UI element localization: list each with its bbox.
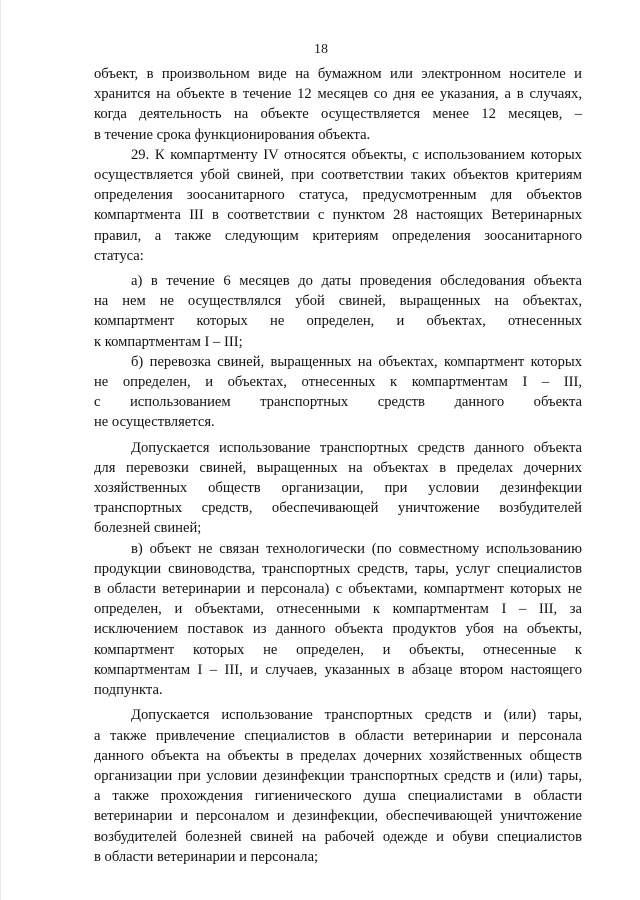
text-line: исключением поставок из данного объекта продуктов убоя на объекты, bbox=[94, 621, 582, 638]
text-line: для перевозки свиней, выращенных на объектах в пределах дочерних bbox=[94, 459, 582, 476]
text-line: в течение срока функционирования объекта. bbox=[94, 126, 371, 143]
text-line: данного объекта на объекты в пределах дочерних хозяйственных обществ bbox=[94, 747, 582, 764]
text-line: ветеринарии и персоналом и дезинфекции, обеспечивающей уничтожение bbox=[94, 808, 582, 825]
text-line: Допускается использование транспортных средств данного объекта bbox=[131, 439, 582, 456]
text-line: не осуществляется. bbox=[94, 414, 215, 431]
text-line: Допускается использование транспортных средств и (или) тары, bbox=[131, 707, 582, 724]
text-line: а) в течение 6 месяцев до даты проведения обследования объекта bbox=[131, 273, 582, 290]
text-line: определен, и объектами, отнесенными к компартментам I – III, за bbox=[94, 601, 582, 618]
text-line: продукции свиноводства, транспортных средств, тары, услуг специалистов bbox=[94, 560, 582, 577]
paragraph-clause-29 bbox=[94, 145, 582, 266]
text-line: хозяйственных обществ организации, при условии дезинфекции bbox=[94, 480, 582, 497]
text-line: подпункта. bbox=[94, 682, 163, 699]
text-line: не определен, и объектах, отнесенных к компартментам I – III, bbox=[94, 374, 582, 391]
text-line: хранится на объекте в течение 12 месяцев со дня ее указания, а в случаях, bbox=[94, 86, 582, 103]
page-number: 18 bbox=[314, 42, 328, 57]
text-line: статуса: bbox=[94, 247, 144, 264]
paragraph-subclause-v bbox=[94, 539, 582, 701]
paragraph-subclause-a bbox=[94, 271, 582, 352]
text-line: на нем не осуществлялся убой свиней, выращенных на объектах, bbox=[94, 293, 582, 310]
text-line: возбудителей болезней свиней на рабочей одежде и обуви специалистов bbox=[94, 828, 582, 845]
paragraph-record-storage bbox=[94, 64, 582, 145]
text-line: 29. К компартменту IV относятся объекты, с использованием которых bbox=[131, 146, 582, 163]
text-line: осуществляется убой свиней, при соответствии таких объектов критериям bbox=[94, 167, 582, 184]
paragraph-transport-exception bbox=[94, 438, 582, 539]
text-line: с использованием транспортных средств данного объекта bbox=[94, 394, 582, 411]
text-line: б) перевозка свиней, выращенных на объектах, компартмент которых bbox=[131, 353, 582, 370]
text-line: к компартментам I – III; bbox=[94, 333, 243, 350]
text-line: болезней свиней; bbox=[94, 520, 202, 537]
text-line: компартмента III в соответствии с пунктом 28 настоящих Ветеринарных bbox=[94, 207, 582, 224]
text-line: в области ветеринарии и персонала) с объектами, компартмент которых не bbox=[94, 581, 582, 598]
paragraph-staff-exception bbox=[94, 705, 582, 867]
text-line: определения зоосанитарного статуса, предусмотренным для объектов bbox=[94, 187, 582, 204]
text-line: компартментам I – III, и случаев, указанных в абзаце втором настоящего bbox=[94, 661, 582, 678]
text-line: компартмент которых не определен, и объекты, отнесенные к bbox=[94, 641, 582, 658]
document-body bbox=[94, 64, 582, 867]
text-line: в области ветеринарии и персонала; bbox=[94, 848, 319, 865]
text-line: транспортных средств, обеспечивающей уничтожение возбудителей bbox=[94, 500, 582, 517]
paragraph-subclause-b bbox=[94, 352, 582, 433]
text-line: в) объект не связан технологически (по совместному использованию bbox=[131, 540, 582, 557]
text-line: правил, а также следующим критериям определения зоосанитарного bbox=[94, 227, 582, 244]
text-line: организации при условии дезинфекции транспортных средств и (или) тары, bbox=[94, 767, 582, 784]
text-line: а также прохождения гигиенического душа специалистами в области bbox=[94, 788, 582, 805]
text-line: объект, в произвольном виде на бумажном или электронном носителе и bbox=[94, 66, 582, 82]
text-line: а также привлечение специалистов в области ветеринарии и персонала bbox=[94, 727, 582, 744]
text-line: компартмент которых не определен, и объектах, отнесенных bbox=[94, 313, 582, 330]
text-line: когда деятельность на объекте осуществляется менее 12 месяцев, – bbox=[94, 106, 582, 123]
